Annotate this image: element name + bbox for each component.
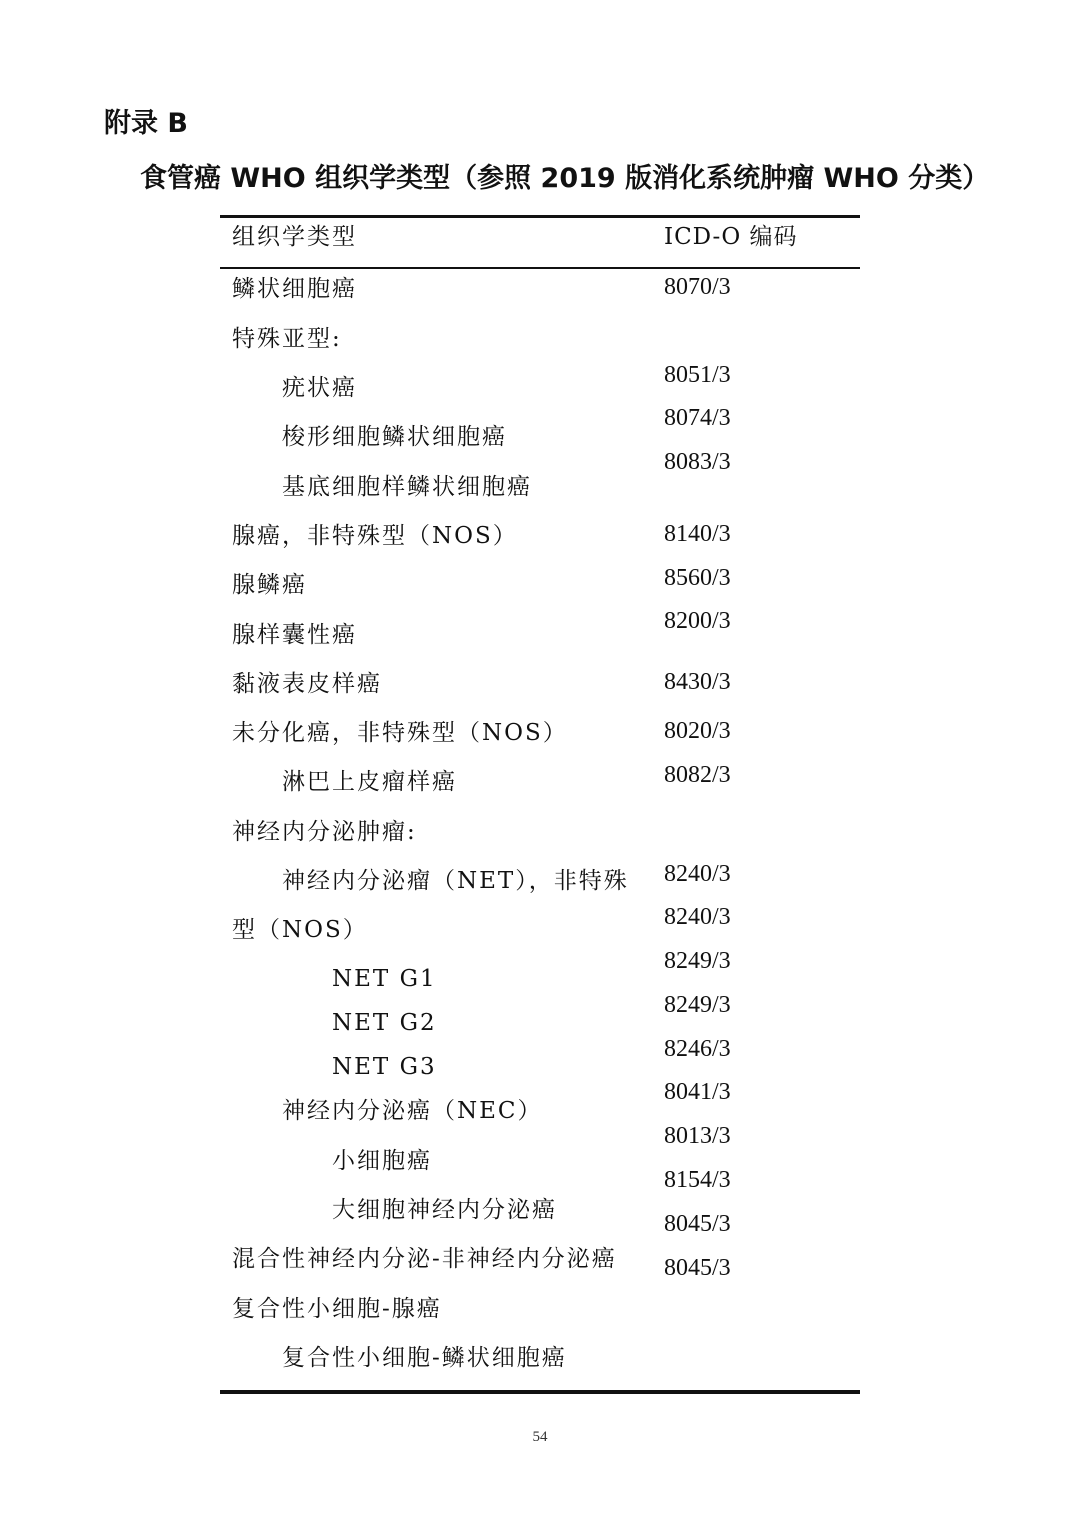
icd-code: 8083/3: [664, 449, 731, 475]
type-item: 大细胞神经内分泌癌: [332, 1197, 557, 1223]
type-item: 未分化癌，非特殊型（NOS）: [232, 720, 568, 746]
icd-code: 8560/3: [664, 565, 731, 591]
type-item: 鳞状细胞癌: [232, 276, 357, 302]
type-item: 混合性神经内分泌-非神经内分泌癌: [232, 1246, 617, 1272]
icd-code: 8240/3: [664, 904, 731, 930]
type-item: 特殊亚型:: [232, 326, 342, 352]
icd-code: 8249/3: [664, 948, 731, 974]
header-icd-o-code: ICD-O 编码: [664, 224, 798, 250]
type-item: 黏液表皮样癌: [232, 671, 382, 697]
icd-code: 8013/3: [664, 1123, 731, 1149]
icd-code: 8045/3: [664, 1255, 731, 1281]
appendix-label: 附录 B: [104, 108, 188, 139]
type-item: 基底细胞样鳞状细胞癌: [282, 474, 532, 500]
type-item: 腺癌，非特殊型（NOS）: [232, 523, 518, 549]
icd-code: 8041/3: [664, 1079, 731, 1105]
type-item: NET G3: [332, 1054, 437, 1080]
type-item: 复合性小细胞-腺癌: [232, 1296, 442, 1322]
icd-code: 8240/3: [664, 861, 731, 887]
page-number: 54: [532, 1429, 548, 1445]
icd-code: 8070/3: [664, 274, 731, 300]
type-item: NET G1: [332, 966, 437, 992]
icd-code: 8140/3: [664, 521, 731, 547]
type-item: 梭形细胞鳞状细胞癌: [282, 424, 507, 450]
header-histological-type: 组织学类型: [232, 224, 357, 250]
icd-code: 8082/3: [664, 762, 731, 788]
table-top-rule: [220, 215, 860, 218]
table-header-rule: [220, 267, 860, 269]
icd-code: 8020/3: [664, 718, 731, 744]
type-item: 神经内分泌癌（NEC）: [282, 1098, 543, 1124]
icd-code: 8051/3: [664, 362, 731, 388]
icd-code: 8249/3: [664, 992, 731, 1018]
type-item: 复合性小细胞-鳞状细胞癌: [282, 1345, 567, 1371]
type-item: 小细胞癌: [332, 1148, 432, 1174]
type-item: 腺鳞癌: [232, 572, 307, 598]
type-item: 型（NOS）: [232, 917, 368, 943]
type-item: 神经内分泌肿瘤:: [232, 819, 417, 845]
type-item: 疣状癌: [282, 375, 357, 401]
type-item: 神经内分泌瘤（NET），非特殊: [282, 868, 629, 894]
type-item: 淋巴上皮瘤样癌: [282, 769, 457, 795]
icd-code: 8430/3: [664, 669, 731, 695]
table-title: 食管癌 WHO 组织学类型（参照 2019 版消化系统肿瘤 WHO 分类）: [140, 163, 990, 194]
icd-code: 8045/3: [664, 1211, 731, 1237]
type-item: 腺样囊性癌: [232, 622, 357, 648]
icd-code: 8154/3: [664, 1167, 731, 1193]
icd-code: 8074/3: [664, 405, 731, 431]
type-item: NET G2: [332, 1010, 437, 1036]
icd-code: 8246/3: [664, 1036, 731, 1062]
table-bottom-rule: [220, 1390, 860, 1394]
icd-code: 8200/3: [664, 608, 731, 634]
